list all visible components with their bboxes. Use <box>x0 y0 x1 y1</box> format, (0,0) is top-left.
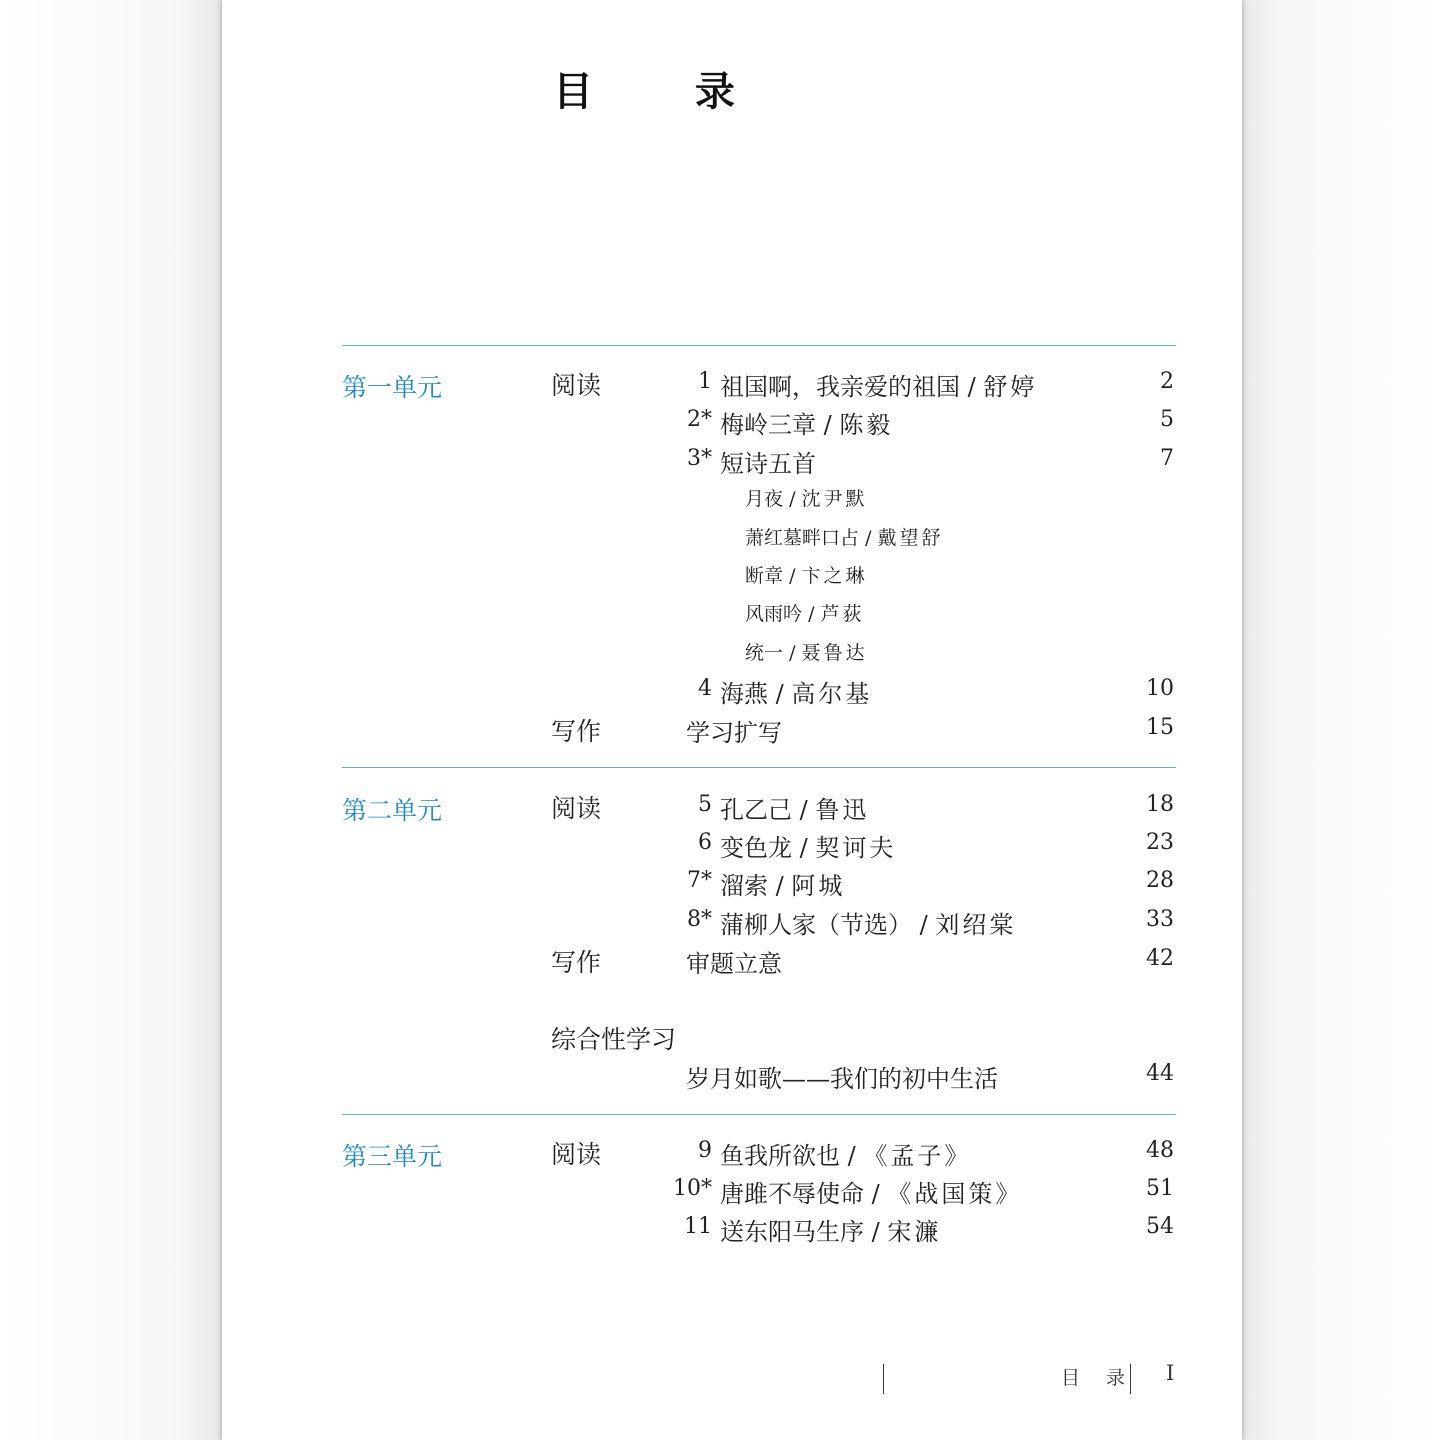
unit-divider <box>342 345 1176 346</box>
unit-divider <box>342 1114 1176 1115</box>
footer-divider <box>883 1364 884 1394</box>
lesson-number: 11 <box>684 1214 712 1239</box>
writing-title: 审题立意 <box>686 950 782 978</box>
separator: / <box>871 1218 880 1246</box>
lesson-number: 9 <box>698 1138 712 1163</box>
unit-heading: 第三单元 <box>342 1142 443 1171</box>
separator: / <box>823 411 832 439</box>
poem-author: 聂鲁达 <box>801 642 868 664</box>
separator: / <box>865 527 872 549</box>
poem-title: 萧红墓畔口占 <box>745 527 860 549</box>
lesson-title: 梅岭三章 <box>720 411 816 439</box>
poem-author: 卞之琳 <box>801 565 868 587</box>
unit-heading: 第二单元 <box>342 796 443 825</box>
lesson-title: 唐雎不辱使命 <box>720 1180 864 1208</box>
toc-entry[interactable] <box>720 866 845 901</box>
footer-page-number: I <box>1166 1361 1175 1385</box>
lesson-author: 鲁迅 <box>815 796 870 824</box>
separator: / <box>871 1180 880 1208</box>
page-number: 7 <box>1160 446 1174 471</box>
toc-entry[interactable] <box>720 1174 1022 1209</box>
toc-entry[interactable] <box>686 944 782 979</box>
poem-title: 风雨吟 <box>745 603 803 625</box>
section-label: 阅读 <box>551 371 602 400</box>
toc-entry[interactable] <box>720 1212 941 1247</box>
lesson-number: 4 <box>698 676 712 701</box>
unit-divider <box>342 767 1176 768</box>
toc-entry[interactable] <box>720 674 872 709</box>
lesson-author: 舒婷 <box>983 373 1038 401</box>
lesson-author: 刘绍棠 <box>935 911 1017 939</box>
lesson-title: 孔乙己 <box>720 796 792 824</box>
separator: / <box>789 565 796 587</box>
poem-entry[interactable] <box>745 638 868 665</box>
lesson-number: 8* <box>687 907 712 932</box>
section-label: 阅读 <box>551 1140 602 1169</box>
page-number: 10 <box>1146 676 1174 701</box>
poem-entry[interactable] <box>745 484 868 511</box>
page-number: 48 <box>1146 1138 1174 1163</box>
page-number: 15 <box>1146 715 1174 740</box>
section-label: 阅读 <box>551 794 602 823</box>
footer-divider <box>1130 1364 1131 1394</box>
separator: / <box>789 642 796 664</box>
page-left-gutter <box>0 0 222 1440</box>
separator: / <box>799 796 808 824</box>
toc-entry[interactable] <box>720 790 869 825</box>
section-label: 综合性学习 <box>551 1025 677 1054</box>
lesson-number: 3* <box>687 446 712 471</box>
lesson-number: 10* <box>673 1176 712 1201</box>
page-number: 51 <box>1146 1176 1174 1201</box>
page-number: 28 <box>1146 868 1174 893</box>
lesson-title: 短诗五首 <box>720 450 816 478</box>
lesson-title: 送东阳马生序 <box>720 1218 864 1246</box>
footer-label: 目 录 <box>1061 1367 1136 1389</box>
toc-entry[interactable] <box>720 405 893 440</box>
lesson-author: 《孟子》 <box>863 1142 972 1170</box>
page-number: 2 <box>1160 369 1174 394</box>
lesson-number: 7* <box>687 868 712 893</box>
lesson-title: 鱼我所欲也 <box>720 1142 840 1170</box>
toc-entry[interactable] <box>720 905 1016 940</box>
poem-entry[interactable] <box>745 523 944 550</box>
toc-entry[interactable] <box>720 367 1037 402</box>
separator: / <box>967 373 976 401</box>
section-label: 写作 <box>551 717 602 746</box>
writing-title: 学习扩写 <box>686 719 782 747</box>
lesson-author: 契诃夫 <box>815 834 897 862</box>
page-number: 44 <box>1146 1061 1174 1086</box>
page-number: 5 <box>1160 407 1174 432</box>
lesson-title: 祖国啊，我亲爱的祖国 <box>720 373 960 401</box>
poem-entry[interactable] <box>745 561 868 588</box>
separator: / <box>847 1142 856 1170</box>
page-number: 54 <box>1146 1214 1174 1239</box>
lesson-author: 宋濂 <box>887 1218 942 1246</box>
lesson-number: 1 <box>698 369 712 394</box>
separator: / <box>775 872 784 900</box>
lesson-author: 高尔基 <box>791 680 873 708</box>
lesson-title: 溜索 <box>720 872 768 900</box>
poem-title: 月夜 <box>745 488 784 510</box>
toc-entry[interactable] <box>720 1136 971 1171</box>
page-number: 42 <box>1146 946 1174 971</box>
poem-entry[interactable] <box>745 599 865 626</box>
separator: / <box>789 488 796 510</box>
page-number: 23 <box>1146 830 1174 855</box>
poem-author: 芦荻 <box>820 603 865 625</box>
toc-entry[interactable] <box>720 444 816 479</box>
page-title: 目 录 <box>553 68 779 115</box>
lesson-author: 阿城 <box>791 872 846 900</box>
poem-author: 沈尹默 <box>801 488 868 510</box>
poem-title: 断章 <box>745 565 784 587</box>
page-right-gutter <box>1242 0 1440 1440</box>
separator: / <box>808 603 815 625</box>
toc-entry[interactable] <box>686 713 782 748</box>
unit-heading: 第一单元 <box>342 373 443 402</box>
lesson-number: 2* <box>687 407 712 432</box>
lesson-title: 蒲柳人家（节选） <box>720 911 912 939</box>
toc-entry[interactable] <box>686 1059 998 1094</box>
page-number: 18 <box>1146 792 1174 817</box>
separator: / <box>775 680 784 708</box>
poem-title: 统一 <box>745 642 784 664</box>
lesson-number: 5 <box>698 792 712 817</box>
separator: / <box>799 834 808 862</box>
page-number: 33 <box>1146 907 1174 932</box>
separator: / <box>919 911 928 939</box>
lesson-title: 变色龙 <box>720 834 792 862</box>
comprehensive-title: 岁月如歌——我们的初中生活 <box>686 1065 998 1093</box>
toc-entry[interactable] <box>720 828 896 863</box>
section-label: 写作 <box>551 948 602 977</box>
lesson-author: 陈毅 <box>839 411 894 439</box>
lesson-title: 海燕 <box>720 680 768 708</box>
poem-author: 戴望舒 <box>877 527 944 549</box>
lesson-number: 6 <box>698 830 712 855</box>
lesson-author: 《战国策》 <box>887 1180 1023 1208</box>
